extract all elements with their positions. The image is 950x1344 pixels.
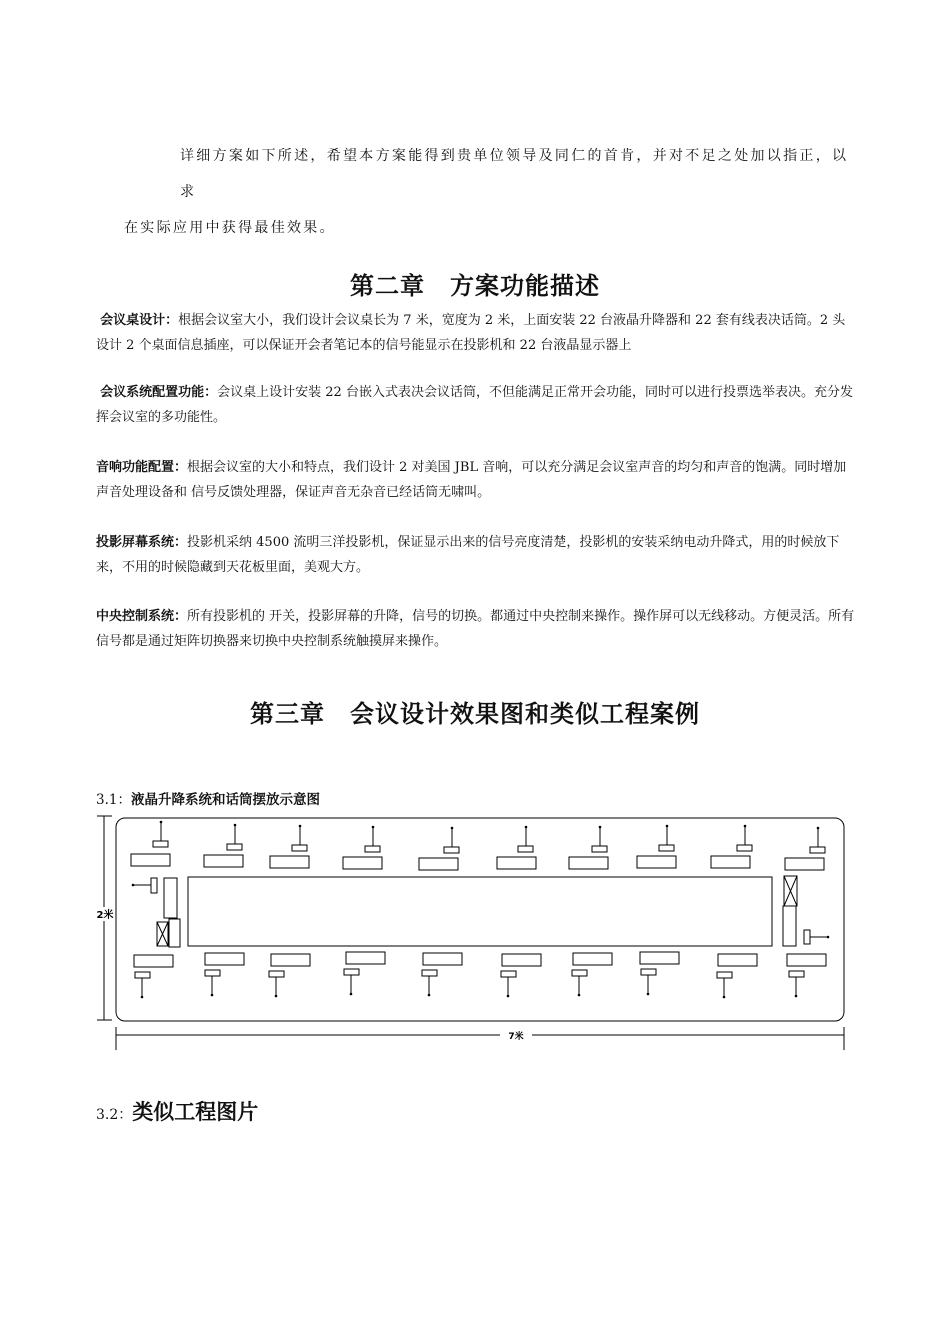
microphone — [205, 970, 220, 996]
section-table-design — [96, 308, 856, 358]
microphone — [269, 971, 284, 997]
conference-table-diagram — [0, 808, 950, 1068]
microphone — [789, 971, 804, 997]
lcd-lift — [270, 856, 309, 868]
lcd-lift — [205, 953, 244, 965]
microphone — [344, 969, 359, 995]
table-center-area — [188, 877, 772, 946]
microphone — [292, 825, 307, 851]
microphone — [227, 824, 242, 850]
section-text: 根据会议室的大小和特点，我们设计 2 对美国 JBL 音响，可以充分满足会议室声音的均匀和声音的饱满。同时增加声音处理设备和 信号反馈处理器，保证声音无杂音已经话筒无啸叫。 — [96, 460, 847, 500]
section-text: 根据会议室大小，我们设计会议桌长为 7 米，宽度为 2 米，上面安装 22 台液晶升降器和 22 套有线表决话筒。2 头设计 2 个桌面信息插座，可以保证开会者笔记本的信号能显示在投影机和 22 台液晶显示器上 — [96, 313, 846, 353]
microphone — [518, 826, 533, 852]
lcd-lift — [134, 955, 173, 967]
lcd-row-top — [131, 854, 824, 870]
microphone — [592, 826, 607, 852]
lcd-row-bottom — [134, 952, 826, 967]
microphone — [422, 970, 437, 996]
microphone — [810, 827, 825, 853]
lcd-lift — [131, 854, 170, 866]
lcd-lift — [346, 952, 385, 964]
section-label: 投影屏幕系统： — [96, 535, 188, 550]
figure-3-2-heading — [96, 1096, 258, 1126]
left-end-devices — [132, 878, 180, 947]
section-label: 音响功能配置： — [96, 460, 188, 475]
microphone — [135, 972, 150, 998]
section-text: 会议桌上设计安装 22 台嵌入式表决会议话筒，不但能满足正常开会功能，同时可以进行投票选举表决。充分发挥会议室的多功能性。 — [96, 385, 853, 425]
chapter-2-heading: 第二章 方案功能描述 — [350, 272, 600, 300]
mic-row-bottom — [135, 969, 804, 998]
intro-paragraph — [124, 138, 864, 246]
lcd-lift — [637, 856, 676, 868]
lcd-lift — [419, 858, 458, 870]
lcd-lift — [573, 953, 612, 965]
microphone — [804, 930, 810, 944]
lcd-lift — [271, 954, 310, 966]
section-projector — [96, 530, 856, 580]
section-label: 会议系统配置功能： — [100, 385, 218, 400]
section-label: 中央控制系统： — [96, 609, 188, 624]
figure-number: 3.2： — [96, 1107, 133, 1123]
section-text: 投影机采纳 4500 流明三洋投影机，保证显示出来的信号亮度清楚，投影机的安装采纳电动升降式，用的时候放下来，不用的时候隐藏到天花板里面，美观大方。 — [96, 535, 840, 575]
section-conference-system — [96, 380, 856, 430]
width-dimension-label: 7米 — [508, 1032, 524, 1042]
lcd-lift — [423, 953, 462, 965]
lcd-lift — [169, 919, 180, 947]
intro-line-1: 详细方案如下所述，希望本方案能得到贵单位领导及同仁的首肯，并对不足之处加以指正，以求 — [180, 148, 849, 200]
figure-title: 类似工程图片 — [132, 1100, 259, 1124]
microphone — [572, 970, 587, 996]
microphone — [717, 972, 732, 998]
lcd-lift — [502, 954, 541, 966]
height-dimension-label: 2米 — [96, 910, 114, 921]
lcd-lift — [785, 858, 824, 870]
microphone — [737, 825, 752, 851]
microphone — [501, 971, 516, 997]
mic-row-top — [153, 821, 825, 853]
lcd-lift — [718, 954, 757, 966]
lcd-lift — [787, 954, 826, 966]
microphone — [153, 821, 168, 847]
section-central-control — [96, 604, 856, 654]
microphone — [659, 825, 674, 851]
microphone — [444, 827, 459, 853]
lcd-lift — [204, 855, 243, 867]
figure-3-1-caption — [96, 788, 320, 808]
chapter-3-heading: 第三章 会议设计效果图和类似工程案例 — [250, 700, 700, 728]
figure-number: 3.1： — [96, 792, 131, 808]
lcd-lift — [497, 857, 536, 869]
lcd-lift — [640, 952, 679, 964]
right-end-devices — [783, 876, 829, 946]
microphone — [151, 878, 157, 893]
figure-caption-text: 液晶升降系统和话筒摆放示意图 — [130, 792, 320, 808]
lcd-lift — [569, 857, 608, 869]
lcd-lift — [343, 857, 382, 869]
lcd-lift — [783, 906, 796, 946]
lcd-lift — [164, 878, 177, 918]
microphone — [365, 826, 380, 852]
section-label: 会议桌设计： — [100, 313, 179, 328]
intro-line-2: 在实际应用中获得最佳效果。 — [124, 220, 336, 236]
section-text: 所有投影机的 开关，投影屏幕的升降，信号的切换。都通过中央控制来操作。操作屏可以无线移动。方便灵活。所有信号都是通过矩阵切换器来切换中央控制系统触摸屏来操作。 — [96, 609, 855, 649]
lcd-lift — [711, 856, 750, 868]
section-audio — [96, 455, 856, 505]
microphone — [641, 969, 656, 995]
